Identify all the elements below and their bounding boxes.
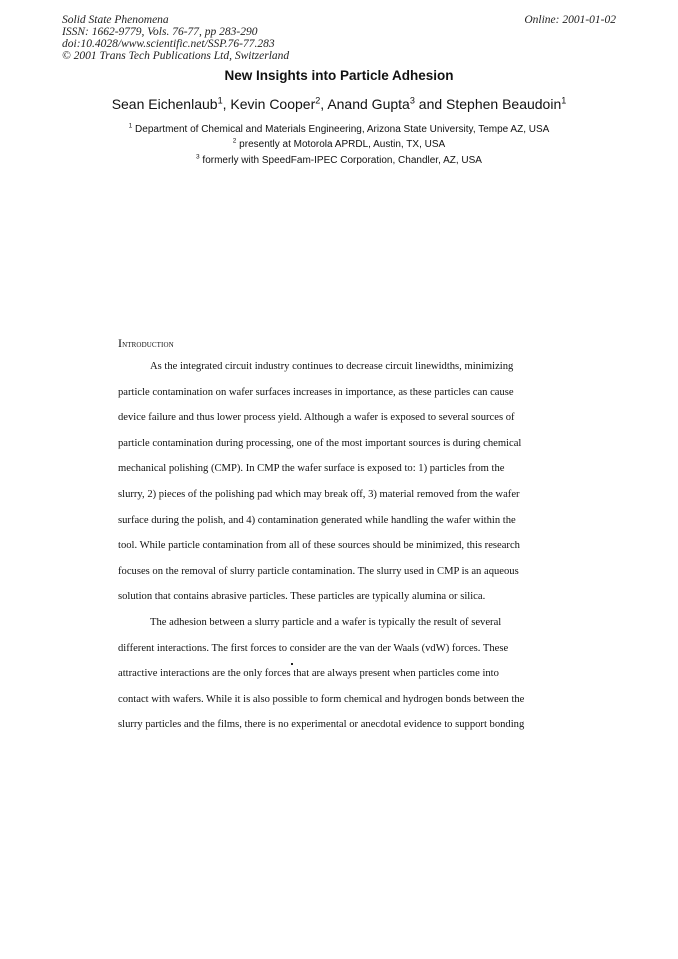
author-affiliation-mark: 3: [409, 95, 415, 106]
affiliation-text: presently at Motorola APRDL, Austin, TX, USA: [236, 139, 446, 150]
paragraph-line: As the integrated circuit industry continues to decrease circuit linewidths, minimizing: [150, 361, 514, 372]
author-separator: ,: [222, 96, 231, 112]
paper-title: New Insights into Particle Adhesion: [224, 68, 454, 83]
affiliation-mark: 1: [128, 122, 133, 130]
affiliation-mark: 3: [196, 153, 200, 161]
affiliation-1: [0, 124, 678, 135]
section-heading-rest: ntroduction: [122, 339, 174, 350]
journal-doi: doi:10.4028/www.scientific.net/SSP.76-77.283: [62, 38, 275, 50]
body-text: [118, 358, 548, 742]
affiliation-2: [0, 139, 678, 150]
affiliation-mark: 2: [232, 137, 237, 145]
paragraph-line: solution that contains abrasive particles. These particles are typically alumina or silica.: [118, 591, 486, 603]
author-name: Kevin Cooper: [230, 96, 316, 112]
author-affiliation-mark: 1: [217, 95, 223, 106]
affiliation-3: [0, 155, 678, 166]
paragraph-line: attractive interactions are the only forces that are always present when particles come into: [118, 668, 499, 680]
author-name: Sean Eichenlaub: [111, 96, 218, 112]
paragraph-line: contact with wafers. While it is also possible to form chemical and hydrogen bonds between the: [118, 693, 525, 705]
affiliation-text: Department of Chemical and Materials Engineering, Arizona State University, Tempe AZ, USA: [132, 124, 550, 135]
section-heading-introduction: [118, 336, 174, 351]
journal-citation-block: [62, 14, 289, 62]
author-separator: and: [414, 96, 447, 112]
author-name: Stephen Beaudoin: [446, 96, 562, 112]
journal-copyright: © 2001 Trans Tech Publications Ltd, Switzerland: [62, 50, 290, 62]
paragraph-line: tool. While particle contamination from all of these sources should be minimized, this research: [118, 540, 520, 552]
author-affiliation-mark: 2: [315, 95, 321, 106]
paragraph-line: slurry particles and the films, there is no experimental or anecdotal evidence to support bonding: [118, 719, 525, 731]
author-separator: ,: [320, 96, 328, 112]
paragraph-line: device failure and thus lower process yield. Although a wafer is exposed to several sources of: [118, 412, 515, 424]
paragraph-line: different interactions. The first forces to consider are the van der Waals (vdW) forces. These: [118, 642, 509, 654]
affiliation-text: formerly with SpeedFam-IPEC Corporation, Chandler, AZ, USA: [199, 155, 482, 166]
paragraph-line: focuses on the removal of slurry particle contamination. The slurry used in CMP is an aqueous: [118, 565, 519, 577]
paragraph-line: The adhesion between a slurry particle and a wafer is typically the result of several: [150, 616, 502, 628]
section-heading-initial: I: [118, 336, 123, 350]
journal-issn: ISSN: 1662-9779, Vols. 76-77, pp 283-290: [62, 26, 258, 38]
paragraph-line: surface during the polish, and 4) contamination generated while handling the wafer within the: [118, 514, 516, 526]
journal-name: Solid State Phenomena: [62, 14, 169, 26]
online-date: Online: 2001-01-02: [524, 14, 616, 26]
paragraph-line: slurry, 2) pieces of the polishing pad which may break off, 3) material removed from the wafer: [118, 488, 520, 500]
author-name: Anand Gupta: [327, 96, 410, 112]
scan-artifact-dot: [291, 663, 293, 665]
author-list: [0, 96, 678, 112]
paragraph-line: mechanical polishing (CMP). In CMP the wafer surface is exposed to: 1) particles from the: [118, 463, 505, 475]
paragraph-line: particle contamination on wafer surfaces increases in importance, as these particles can cause: [118, 386, 514, 398]
paragraph-line: particle contamination during processing, one of the most important sources is during chemical: [118, 437, 522, 449]
author-affiliation-mark: 1: [561, 95, 567, 106]
